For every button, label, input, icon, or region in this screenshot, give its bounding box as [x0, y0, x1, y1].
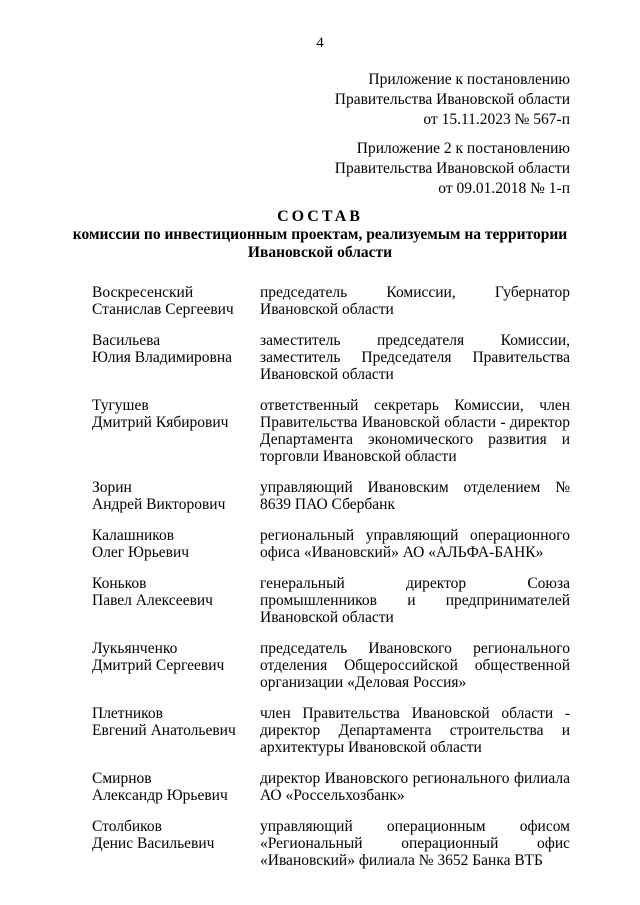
- appendix-line: от 09.01.2018 № 1-п: [438, 180, 570, 197]
- member-role: ответственный секретарь Комиссии, член Правительства Ивановской области - директор Департамента экономического развития и торговли Ивановской области: [260, 397, 570, 465]
- appendix-line: Приложение к постановлению: [368, 71, 570, 88]
- appendix-reference-current: [335, 70, 570, 130]
- member-given-names: Андрей Викторович: [92, 496, 226, 513]
- member-role: управляющий операционным офисом «Региональный операционный офис «Ивановский» филиала № 3652 Банка ВТБ: [260, 818, 570, 869]
- member-name: [92, 527, 252, 561]
- appendix-line: Правительства Ивановской области: [334, 160, 570, 177]
- member-row: [92, 284, 570, 318]
- member-surname: Коньков: [92, 575, 147, 592]
- member-surname: Плетников: [92, 705, 163, 722]
- member-given-names: Станислав Сергеевич: [92, 301, 234, 318]
- member-row: [92, 705, 570, 756]
- member-role: председатель Ивановского регионального отделения Общероссийской общественной организации «Деловая Россия»: [260, 640, 570, 691]
- member-name: [92, 705, 252, 756]
- member-name: [92, 284, 252, 318]
- member-row: [92, 479, 570, 513]
- member-given-names: Евгений Анатольевич: [92, 722, 236, 739]
- member-surname: Столбиков: [92, 818, 162, 835]
- member-name: [92, 770, 252, 804]
- member-role: управляющий Ивановским отделением № 8639 ПАО Сбербанк: [260, 479, 570, 513]
- member-given-names: Александр Юрьевич: [92, 787, 228, 804]
- member-name: [92, 640, 252, 691]
- document-title: СОСТАВ: [277, 208, 363, 225]
- member-surname: Смирнов: [92, 770, 152, 787]
- member-row: [92, 527, 570, 561]
- member-role: директор Ивановского регионального филиала АО «Россельхозбанк»: [260, 770, 570, 804]
- member-role: член Правительства Ивановской области - директор Департамента строительства и архитектуры Ивановской области: [260, 705, 570, 756]
- member-given-names: Павел Алексеевич: [92, 592, 213, 609]
- member-row: [92, 640, 570, 691]
- member-name: [92, 818, 252, 869]
- member-name: [92, 479, 252, 513]
- member-given-names: Дмитрий Сергеевич: [92, 657, 225, 674]
- page-number: 4: [316, 35, 324, 51]
- member-name: [92, 332, 252, 383]
- member-name: [92, 397, 252, 465]
- member-surname: Воскресенский: [92, 284, 194, 301]
- member-row: [92, 770, 570, 804]
- member-given-names: Дмитрий Кябирович: [92, 414, 229, 431]
- member-given-names: Денис Васильевич: [92, 835, 215, 852]
- member-given-names: Юлия Владимировна: [92, 349, 232, 366]
- member-surname: Зорин: [92, 479, 132, 496]
- appendix-line: Приложение 2 к постановлению: [356, 140, 570, 157]
- member-row: [92, 397, 570, 465]
- member-surname: Калашников: [92, 527, 175, 544]
- appendix-line: Правительства Ивановской области: [334, 91, 570, 108]
- member-row: [92, 332, 570, 383]
- member-surname: Лукьянченко: [92, 640, 178, 657]
- member-list: [92, 284, 570, 869]
- appendix-line: от 15.11.2023 № 567-п: [423, 111, 570, 128]
- member-role: генеральный директор Союза промышленников и предпринимателей Ивановской области: [260, 575, 570, 626]
- member-role: председатель Комиссии, Губернатор Ивановской области: [260, 284, 570, 318]
- member-row: [92, 575, 570, 626]
- appendix-reference-original: [335, 139, 570, 199]
- member-role: региональный управляющий операционного офиса «Ивановский» АО «АЛЬФА-БАНК»: [260, 527, 570, 561]
- member-name: [92, 575, 252, 626]
- member-row: [92, 818, 570, 869]
- member-role: заместитель председателя Комиссии, заместитель Председателя Правительства Ивановской области: [260, 332, 570, 383]
- document-subtitle: комиссии по инвестиционным проектам, реализуемым на территории Ивановской области: [72, 226, 568, 261]
- member-surname: Васильева: [92, 332, 161, 349]
- member-given-names: Олег Юрьевич: [92, 544, 190, 561]
- member-surname: Тугушев: [92, 397, 149, 414]
